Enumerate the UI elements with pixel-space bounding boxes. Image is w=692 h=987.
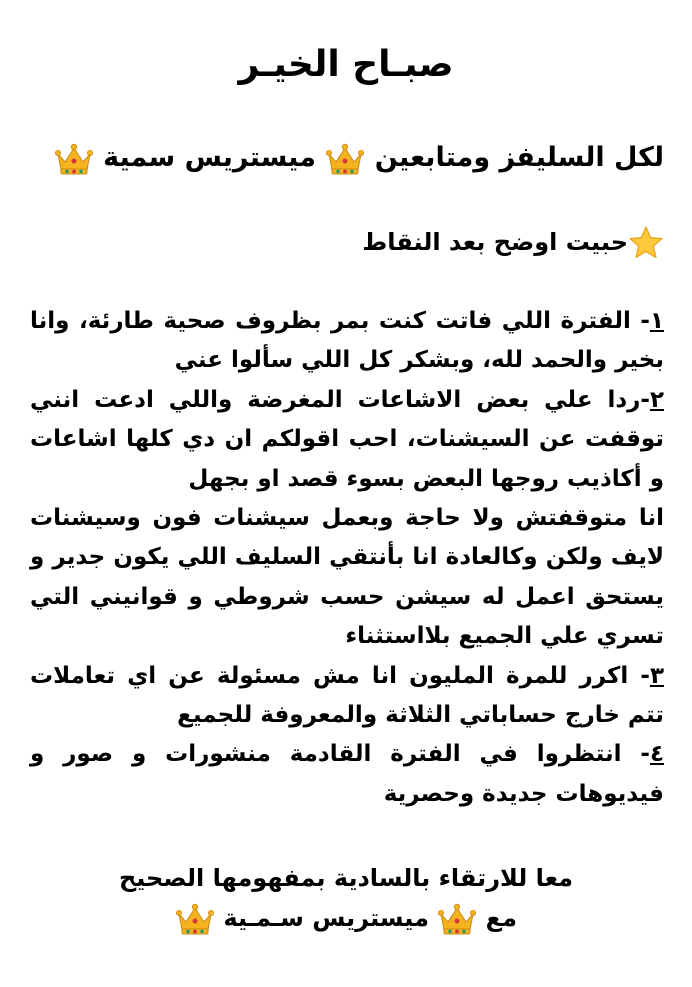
point-text: - انتظروا في الفترة القادمة منشورات و صور و فيديوهات جديدة وحصرية — [30, 741, 664, 807]
point-number: ٢ — [649, 386, 664, 413]
point-text: -ردا علي بعض الاشاعات المغرضة واللي ادعت انني توقفت عن السيشنات، احب اقولكم ان دي كلها اشاعات و أكاذيب روجها البعض بسوء قصد او بجهل — [30, 386, 664, 492]
page-title: صبـاح الخيـر — [238, 44, 454, 85]
note-text: حبيت اوضح بعد النقاط — [362, 228, 628, 256]
signature-text: ميستريس سمية — [103, 142, 316, 173]
closing-name-text: ميستريس سـمـية — [223, 904, 429, 932]
closing-line: معا للارتقاء بالسادية بمفهومها الصحيح — [118, 864, 574, 892]
point-item — [30, 735, 664, 814]
point-text: - اكرر للمرة المليون انا مش مسئولة عن اي تعاملات تتم خارج حساباتي الثلاثة والمعروفة للجميع — [30, 662, 664, 729]
closing-signature — [0, 898, 692, 938]
note-heading — [362, 222, 664, 262]
points-body — [30, 302, 664, 814]
dedication-text: لكل السليفز ومتابعين — [374, 142, 664, 173]
star-icon — [628, 225, 664, 261]
point-text: انا متوقفتش ولا حاجة وبعمل سيشنات فون وسيشنات لايف ولكن وكالعادة انا بأنتقي السليف اللي يكون جدير و يستحق اعمل له سيشن حسب شروطي و قوانيني التي تسري علي الجميع بلااستثناء — [30, 505, 664, 650]
crown-icon — [54, 142, 94, 176]
crown-icon — [175, 902, 215, 936]
point-item — [30, 657, 664, 736]
crown-icon — [437, 902, 477, 936]
point-number: ١ — [649, 308, 664, 334]
point-number: ٤ — [649, 741, 664, 768]
point-item — [30, 499, 664, 657]
dedication-line — [54, 138, 664, 178]
point-text: - الفترة اللي فاتت كنت بمر بظروف صحية طارئة، وانا بخير والحمد لله، وبشكر كل اللي سألوا عني — [30, 308, 664, 374]
closing-with-text: مع — [485, 904, 517, 932]
point-number: ٣ — [649, 662, 664, 689]
point-item — [30, 381, 664, 499]
point-item — [30, 302, 664, 381]
crown-icon — [325, 142, 365, 176]
closing-block — [0, 858, 692, 938]
